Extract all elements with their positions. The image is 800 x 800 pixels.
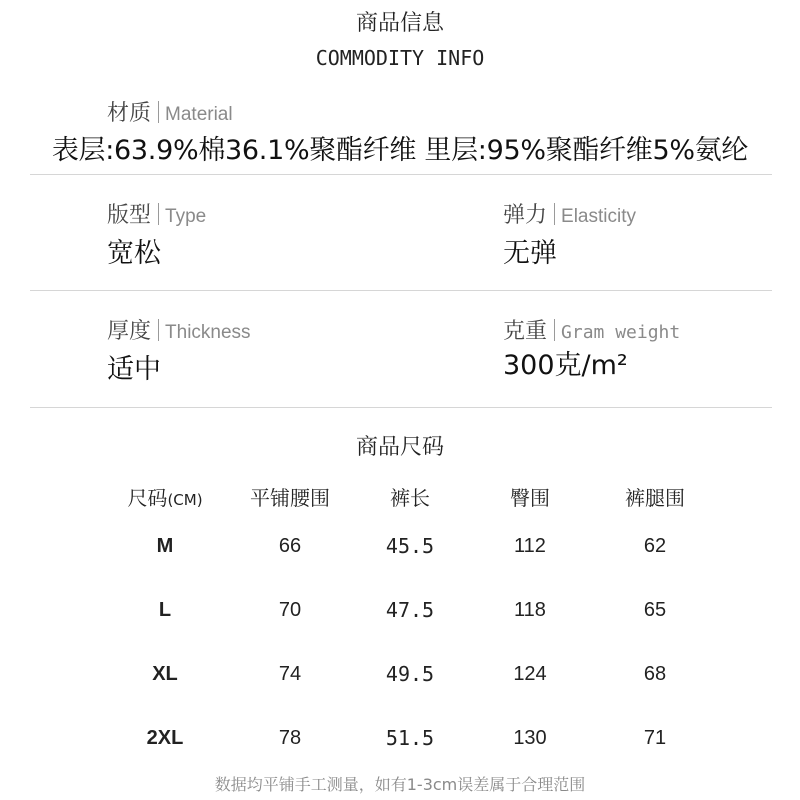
material-value: 表层:63.9%棉36.1%聚酯纤维 里层:95%聚酯纤维5%氨纶	[51, 135, 749, 166]
thickness-label-en: Thickness	[165, 322, 251, 343]
leg-cell: 65	[643, 598, 667, 621]
elasticity-label	[503, 198, 636, 229]
size-table	[95, 478, 735, 770]
length-cell: 47.5	[385, 598, 435, 622]
size-table-title: 商品尺码	[355, 435, 444, 460]
header-leg: 裤腿围	[625, 485, 685, 510]
gram-weight-label-cn: 克重	[503, 319, 548, 344]
material-label	[107, 96, 233, 127]
material-label-en: Material	[165, 104, 233, 125]
waist-cell: 78	[278, 726, 302, 749]
size-cell: M	[156, 534, 174, 557]
header-size	[95, 482, 235, 511]
waist-cell: 74	[278, 662, 302, 685]
table-row	[95, 706, 735, 770]
gram-weight-value: 300克/m²	[503, 350, 628, 381]
waist-cell: 66	[278, 534, 302, 557]
leg-cell: 71	[643, 726, 667, 749]
type-label-en: Type	[165, 206, 207, 227]
size-cell: 2XL	[146, 726, 184, 749]
hip-cell: 124	[513, 662, 547, 685]
thickness-label-cn: 厚度	[107, 319, 152, 344]
length-cell: 49.5	[385, 662, 435, 686]
type-label-cn: 版型	[107, 203, 152, 228]
page-subtitle: COMMODITY INFO	[315, 46, 485, 70]
leg-cell: 68	[643, 662, 667, 685]
divider	[30, 290, 772, 291]
thickness-label	[107, 314, 251, 345]
label-separator	[554, 203, 555, 225]
header-hip: 臀围	[510, 485, 550, 510]
material-label-cn: 材质	[107, 101, 152, 126]
label-separator	[158, 319, 159, 341]
gram-weight-label	[503, 314, 680, 345]
thickness-value: 适中	[107, 354, 161, 385]
hip-cell: 112	[514, 534, 546, 557]
header-size-label: 尺码	[127, 485, 168, 510]
label-separator	[554, 319, 555, 341]
elasticity-label-cn: 弹力	[503, 203, 548, 228]
label-separator	[158, 203, 159, 225]
type-value: 宽松	[107, 238, 161, 269]
size-table-header-row	[95, 478, 735, 514]
gram-weight-label-en: Gram weight	[561, 322, 681, 343]
type-label	[107, 198, 206, 229]
divider	[30, 407, 772, 408]
length-cell: 51.5	[385, 726, 435, 750]
page-title: 商品信息	[355, 11, 444, 36]
header-size-unit: (CM)	[167, 490, 203, 509]
divider	[30, 174, 772, 175]
length-cell: 45.5	[385, 534, 435, 558]
size-cell: XL	[152, 662, 178, 685]
table-row	[95, 578, 735, 642]
waist-cell: 70	[278, 598, 302, 621]
header-waist: 平铺腰围	[250, 485, 330, 510]
label-separator	[158, 101, 159, 123]
hip-cell: 130	[513, 726, 547, 749]
elasticity-value: 无弹	[503, 238, 557, 269]
leg-cell: 62	[643, 534, 667, 557]
hip-cell: 118	[514, 598, 546, 621]
footer-note: 数据均平铺手工测量，如有1-3cm误差属于合理范围	[214, 775, 586, 794]
elasticity-label-en: Elasticity	[561, 206, 636, 227]
table-row	[95, 642, 735, 706]
size-cell: L	[158, 598, 172, 621]
header-length: 裤长	[390, 485, 430, 510]
table-row	[95, 514, 735, 578]
